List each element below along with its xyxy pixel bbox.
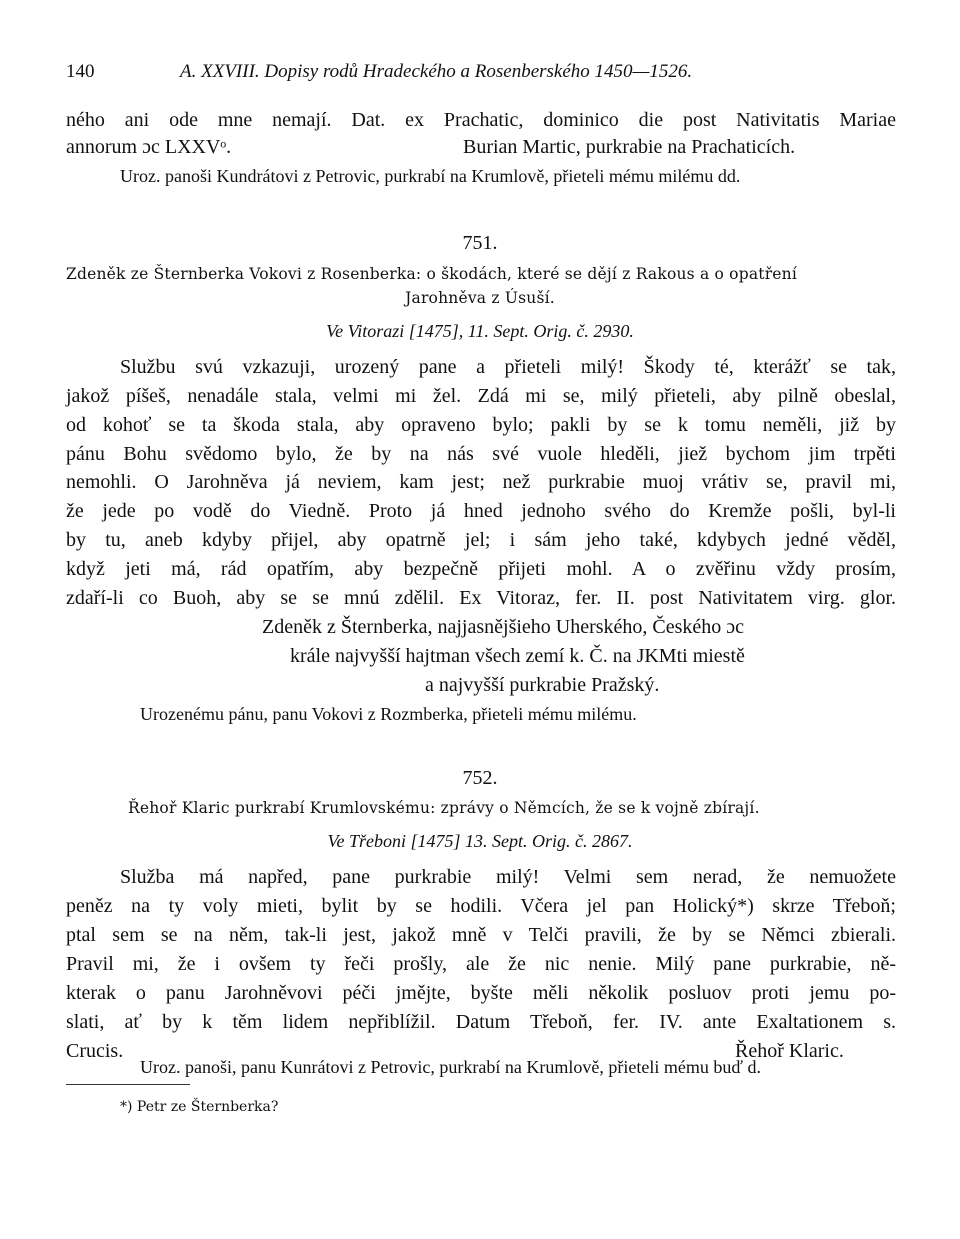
signature-line: krále najvyšší hajtman všech zemí k. Č. na JKMti miestě <box>290 645 745 667</box>
body-line: Crucis. <box>66 1040 124 1062</box>
signature-line: Burian Martic, purkrabie na Prachaticích. <box>463 136 796 158</box>
signature-line: a najvyšší purkrabie Pražský. <box>425 674 660 696</box>
text-line: annorum ɔc LXXVᵒ. <box>66 136 232 158</box>
footnote-rule <box>66 1084 190 1085</box>
address-line: Uroz. panoši Kundrátovi z Petrovic, purkrabí na Krumlově, přieteli mému milému dd. <box>120 166 741 186</box>
body-line: kterak o panu Jarohněvovi péči jmějte, byšte měli několik posluov proti jemu po- <box>66 982 896 1004</box>
body-line: Pravil mi, že i ovšem ty řeči prošly, ale že nic nenie. Milý pane purkrabie, ně- <box>66 953 896 975</box>
body-line: že jede po vodě do Viedně. Proto já hned jednoho svého do Kremže pošli, byl-li <box>66 500 896 522</box>
letter-heading: Řehoř Klaric purkrabí Krumlovskému: zprávy o Němcích, že se k vojně zbírají. <box>128 799 760 817</box>
body-line: ptal sem se na něm, tak-li jest, jakož mně v Telči pravili, že by se Němci zbierali. <box>66 924 896 946</box>
letter-heading: Zdeněk ze Šternberka Vokovi z Rosenberka: o škodách, které se dějí z Rakous a o opatření <box>66 265 798 283</box>
address-line: Urozenému pánu, panu Vokovi z Rozmberka, přieteli mému milému. <box>140 704 637 724</box>
letter-number-751: 751. <box>462 232 498 254</box>
address-line: Uroz. panoši, panu Kunrátovi z Petrovic, purkrabí na Krumlově, přieteli mému buď d. <box>140 1057 761 1077</box>
body-line: peněz na ty voly mieti, bylit by se hodili. Včera jel pan Holický*) skrze Třeboň; <box>66 895 896 917</box>
letter-source: Ve Vitorazi [1475], 11. Sept. Orig. č. 2930. <box>326 321 634 341</box>
running-title: A. XXVIII. Dopisy rodů Hradeckého a Rosenberského 1450—1526. <box>180 61 693 82</box>
body-line: nemohli. O Jarohněva já neviem, kam jest; než purkrabie muoj vrátiv se, pravil mi, <box>66 471 896 493</box>
letter-number-752: 752. <box>462 767 498 789</box>
page-number: 140 <box>66 61 95 82</box>
body-line: pánu Bohu svědomo bylo, že by na nás své vuole hleděli, jiež bychom jim trpěti <box>66 443 896 465</box>
body-line: od kohoť se ta škoda stala, aby opraveno bylo; pakli by se k tomu neměli, již by <box>66 414 896 436</box>
body-line: slati, ať by k těm lidem nepřiblížil. Datum Třeboň, fer. IV. ante Exaltationem s. <box>66 1011 896 1033</box>
text-line: ného ani ode mne nemají. Dat. ex Prachatic, dominico die post Nativitatis Mariae <box>66 109 896 131</box>
body-line: Služba má napřed, pane purkrabie milý! Velmi sem nerad, že nemuožete <box>120 866 896 888</box>
body-line: Službu svú vzkazuji, urozený pane a přieteli milý! Škody té, kterážť se tak, <box>120 356 896 378</box>
signature-line: Řehoř Klaric. <box>735 1040 844 1062</box>
body-line: by tu, aneb kdyby přijel, aby opatrně jel; i sám jeho také, kdybych jedné věděl, <box>66 529 896 551</box>
body-line: když jeti má, rád opatřím, aby bezpečně přijeti mohl. A o zvěřinu vždy prosím, <box>66 558 896 580</box>
body-line: jakož píšeš, nenadále stala, velmi mi žel. Zdá mi se, milý přieteli, aby pilně obeslal, <box>66 385 896 407</box>
body-line: zdaří-li co Buoh, aby se se mnú zdělil. Ex Vitoraz, fer. II. post Nativitatem virg. glor. <box>66 587 896 609</box>
letter-heading-cont: Jarohněva z Úsuší. <box>405 289 555 307</box>
signature-line: Zdeněk z Šternberka, najjasnějšieho Uherského, Českého ɔc <box>262 616 745 638</box>
footnote: *) Petr ze Šternberka? <box>120 1099 279 1115</box>
letter-source: Ve Třeboni [1475] 13. Sept. Orig. č. 2867. <box>327 831 633 851</box>
